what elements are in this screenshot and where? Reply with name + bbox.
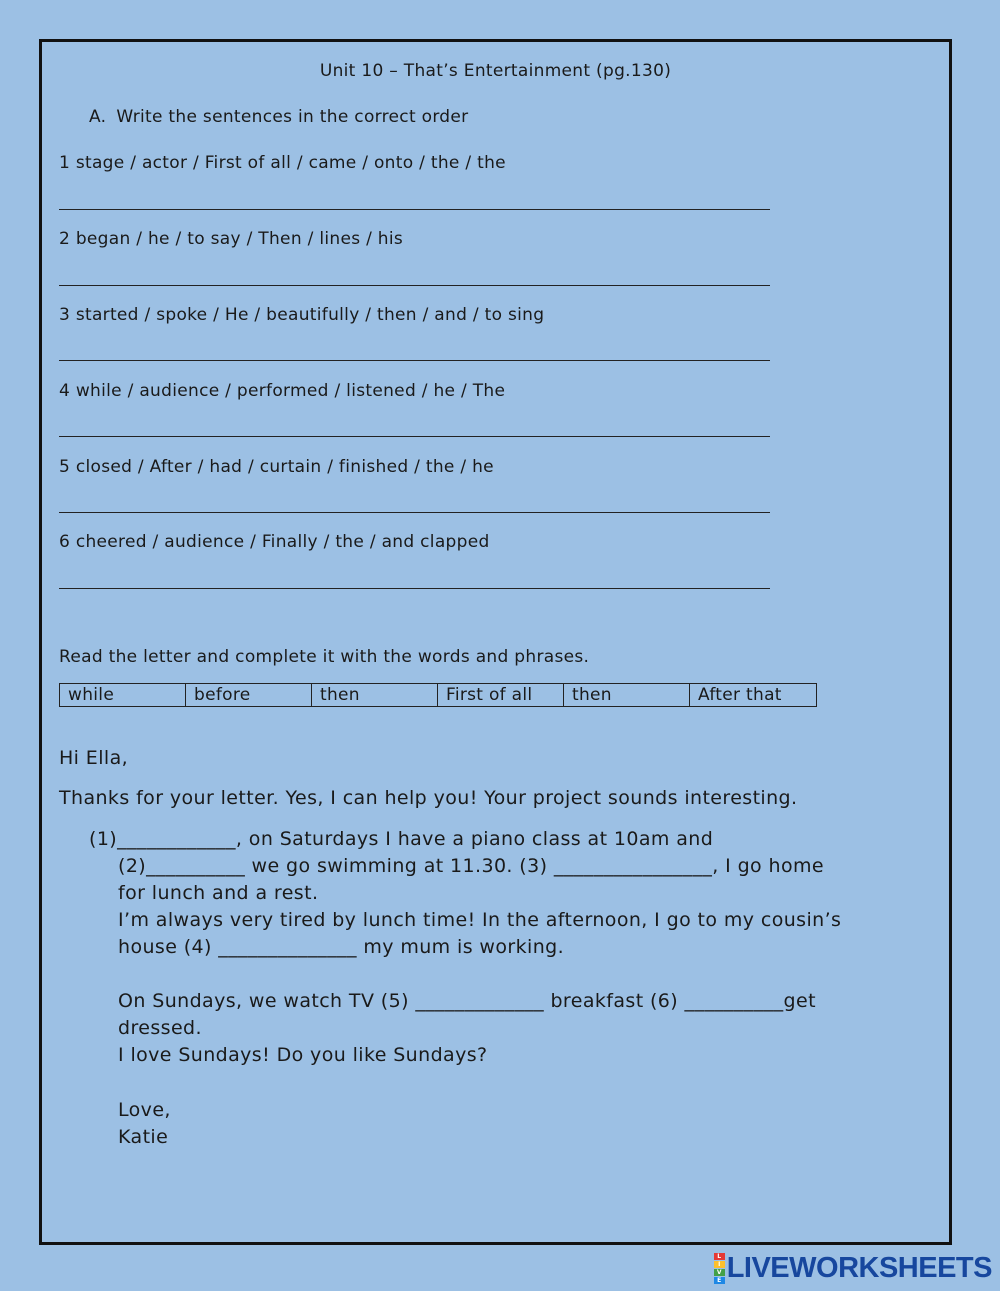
letter-line: I’m always very tired by lunch time! In the afternoon, I go to my cousin’s (118, 909, 842, 931)
question-5: 5 closed / After / had / curtain / finished / the / he (59, 457, 494, 477)
live-badge-letter: I (714, 1261, 725, 1268)
letter-line: dressed. (118, 1017, 202, 1039)
worksheet-frame (39, 39, 952, 1245)
section-a-instruction-text: Write the sentences in the correct order (116, 107, 469, 127)
answer-line-1[interactable] (59, 209, 770, 210)
question-2: 2 began / he / to say / Then / lines / his (59, 229, 404, 249)
letter-line: for lunch and a rest. (118, 882, 319, 904)
answer-line-5[interactable] (59, 512, 770, 513)
word-bank (59, 683, 817, 707)
letter-closing: Love, (118, 1099, 171, 1121)
letter-greeting: Hi Ella, (59, 747, 129, 769)
word-bank-item: while (60, 684, 186, 706)
answer-line-3[interactable] (59, 360, 770, 361)
page-title: Unit 10 – That’s Entertainment (pg.130) (319, 61, 672, 81)
word-bank-item: then (564, 684, 690, 706)
answer-line-6[interactable] (59, 588, 770, 589)
live-badge-icon (714, 1253, 725, 1285)
word-bank-item: before (186, 684, 312, 706)
section-b-instruction: Read the letter and complete it with the words and phrases. (59, 647, 590, 667)
question-4: 4 while / audience / performed / listened / he / The (59, 381, 506, 401)
word-bank-item: First of all (438, 684, 564, 706)
letter-line: house (4) ______________ my mum is working. (118, 936, 565, 958)
letter-signature: Katie (118, 1126, 169, 1148)
letter-line: (1)____________, on Saturdays I have a piano class at 10am and (89, 828, 714, 850)
question-1: 1 stage / actor / First of all / came / onto / the / the (59, 153, 506, 173)
letter-line: (2)__________ we go swimming at 11.30. (3) ________________, I go home (118, 855, 824, 877)
letter-line: I love Sundays! Do you like Sundays? (118, 1044, 488, 1066)
liveworksheets-logo[interactable] (714, 1252, 992, 1285)
section-a-instruction (89, 107, 468, 127)
live-badge-letter: V (714, 1269, 725, 1276)
section-a-label: A. (89, 107, 107, 127)
answer-line-2[interactable] (59, 285, 770, 286)
question-3: 3 started / spoke / He / beautifully / then / and / to sing (59, 305, 545, 325)
logo-text: LIVEWORKSHEETS (726, 1252, 992, 1284)
live-badge-letter: E (714, 1277, 725, 1284)
word-bank-item: then (312, 684, 438, 706)
question-6: 6 cheered / audience / Finally / the / and clapped (59, 532, 490, 552)
letter-line: Thanks for your letter. Yes, I can help you! Your project sounds interesting. (59, 787, 798, 809)
live-badge-letter: L (714, 1253, 725, 1260)
letter-line: On Sundays, we watch TV (5) _____________ breakfast (6) __________get (118, 990, 816, 1012)
answer-line-4[interactable] (59, 436, 770, 437)
word-bank-item: After that (698, 685, 782, 705)
